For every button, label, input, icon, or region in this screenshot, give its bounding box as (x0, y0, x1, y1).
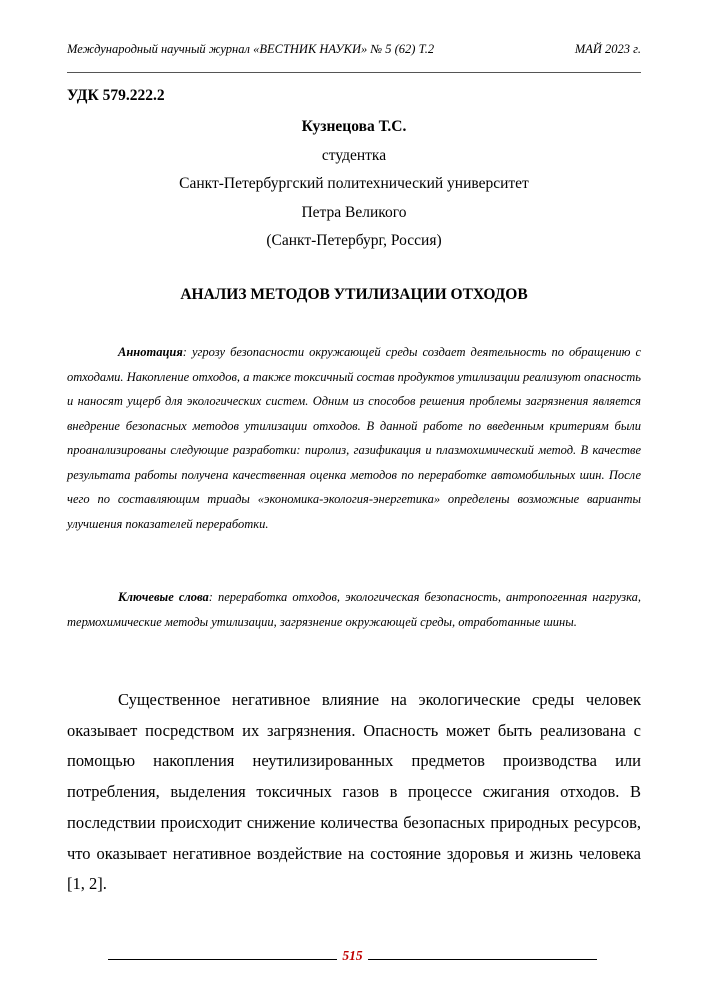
keywords-text: : переработка отходов, экологическая безопасность, антропогенная нагрузка, термохимические методы утилизации, загрязнение окружающей среды, отработанные шины. (67, 590, 641, 629)
abstract-label: Аннотация (118, 345, 183, 359)
footer-rule-right (368, 959, 597, 960)
issue-date: МАЙ 2023 г. (574, 42, 641, 56)
abstract (67, 340, 641, 536)
body-paragraph: Существенное негативное влияние на экологические среды человек оказывает посредством их загрязнения. Опасность может быть реализована с помощью накопления неутилизированных предметов производства или потребления, выделения токсичных газов в процессе сжигания отходов. В последствии происходит снижение количества безопасных природных ресурсов, что оказывает негативное воздействие на состояние здоровья и жизнь человека [1, 2]. (67, 690, 641, 894)
footer-rule-left (108, 959, 337, 960)
university-name-line1: Санкт-Петербургский политехнический университет (179, 175, 529, 192)
author-position: студентка (321, 146, 387, 164)
page-number: 515 (342, 948, 363, 963)
journal-title: Международный научный журнал «ВЕСТНИК НАУКИ» № 5 (62) Т.2 (67, 42, 435, 56)
running-header (67, 40, 641, 73)
author-name: Кузнецова Т.С. (301, 118, 407, 135)
keywords-label: Ключевые слова (118, 590, 209, 604)
udk-code: УДК 579.222.2 (67, 87, 165, 104)
page-footer (108, 943, 597, 963)
university-name-line2: Петра Великого (301, 203, 407, 221)
abstract-text: : угрозу безопасности окружающей среды создает деятельность по обращению с отходами. Накопление отходов, а также токсичный состав продуктов утилизации реализуют опасность и наносят ущерб для экологических систем. Одним из способов решения проблемы загрязнения является внедрение безопасных методов утилизации отходов. В данной работе по введенным критериям были проанализированы следующие разработки: пиролиз, газификация и плазмохимический метод. В качестве результата работы получена качественная оценка методов по переработке автомобильных шин. После чего по составляющим триады «экономика-экология-энергетика» определены возможные варианты улучшения показателей переработки. (67, 345, 641, 531)
author-location: (Санкт-Петербург, Россия) (266, 232, 442, 249)
author-block (67, 113, 641, 256)
keywords (67, 585, 641, 634)
paper-title: АНАЛИЗ МЕТОДОВ УТИЛИЗАЦИИ ОТХОДОВ (180, 286, 528, 303)
